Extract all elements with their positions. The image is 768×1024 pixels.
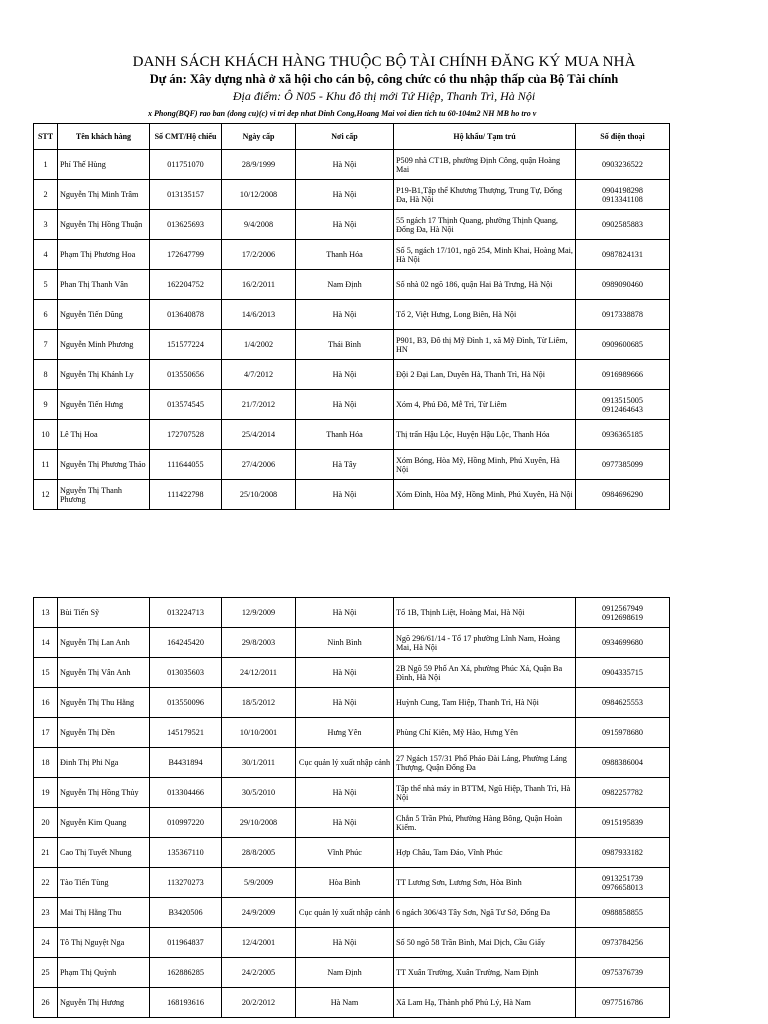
col-header-place: Nơi cấp: [296, 124, 394, 150]
cell-address: Số 50 ngõ 58 Trần Bình, Mai Dịch, Cầu Giấy: [394, 928, 576, 958]
col-header-address: Hộ khẩu/ Tạm trú: [394, 124, 576, 150]
cell-issue-date: 12/4/2001: [222, 928, 296, 958]
cell-id-number: 013550656: [150, 360, 222, 390]
table-row: [34, 658, 670, 688]
table-row: [34, 688, 670, 718]
cell-issue-place: Hà Nội: [296, 150, 394, 180]
col-header-date: Ngày cấp: [222, 124, 296, 150]
cell-stt: 7: [34, 330, 58, 360]
cell-stt: 17: [34, 718, 58, 748]
table-row: [34, 270, 670, 300]
cell-issue-place: Hà Nội: [296, 658, 394, 688]
cell-issue-place: Nam Định: [296, 270, 394, 300]
document-title: DANH SÁCH KHÁCH HÀNG THUỘC BỘ TÀI CHÍNH ĐĂNG KÝ MUA NHÀ: [132, 54, 636, 70]
table-row: [34, 928, 670, 958]
cell-stt: 26: [34, 988, 58, 1018]
cell-issue-place: Hà Nội: [296, 360, 394, 390]
cell-name: Nguyễn Thị Minh Trâm: [58, 180, 150, 210]
cell-address: Số nhà 02 ngõ 186, quận Hai Bà Trưng, Hà Nội: [394, 270, 576, 300]
cell-address: 27 Ngách 157/31 Phố Pháo Đài Láng, Phường Láng Thượng, Quận Đống Đa: [394, 748, 576, 778]
cell-stt: 4: [34, 240, 58, 270]
cell-address: Đội 2 Đại Lan, Duyên Hà, Thanh Trì, Hà Nội: [394, 360, 576, 390]
cell-name: Phạm Thị Phương Hoa: [58, 240, 150, 270]
cell-name: Cao Thị Tuyết Nhung: [58, 838, 150, 868]
cell-id-number: 145179521: [150, 718, 222, 748]
table-row: [34, 808, 670, 838]
cell-phone: 0904335715: [576, 658, 670, 688]
cell-id-number: 172707528: [150, 420, 222, 450]
cell-id-number: 011751070: [150, 150, 222, 180]
cell-phone: 0934699680: [576, 628, 670, 658]
cell-name: Tào Tiến Tùng: [58, 868, 150, 898]
table-row: [34, 628, 670, 658]
cell-stt: 13: [34, 598, 58, 628]
overflow-note: x Phong(BQF) rao ban (dong cu)(c) vi tri dep nhat Dinh Cong,Hoang Mai voi dien tich tu 60-104m2 NH MB ho tro v: [148, 109, 537, 118]
project-subtitle: Dự án: Xây dựng nhà ở xã hội cho cán bộ, công chức có thu nhập thấp của Bộ Tài chính: [149, 72, 619, 86]
table-row: [34, 150, 670, 180]
cell-id-number: 013304466: [150, 778, 222, 808]
cell-phone: 0915195839: [576, 808, 670, 838]
cell-issue-date: 5/9/2009: [222, 868, 296, 898]
cell-stt: 2: [34, 180, 58, 210]
cell-name: Lê Thị Hoa: [58, 420, 150, 450]
cell-phone: 0977385099: [576, 450, 670, 480]
location-line: Địa điểm: Ô N05 - Khu đô thị mới Tứ Hiệp, Thanh Trì, Hà Nội: [232, 89, 536, 103]
cell-issue-date: 28/9/1999: [222, 150, 296, 180]
cell-name: Phí Thế Hùng: [58, 150, 150, 180]
cell-address: Tổ 2, Việt Hưng, Long Biên, Hà Nội: [394, 300, 576, 330]
cell-stt: 1: [34, 150, 58, 180]
table-row: [34, 480, 670, 510]
table-row: [34, 748, 670, 778]
col-header-phone: Số điện thoại: [576, 124, 670, 150]
cell-phone: 0916989666: [576, 360, 670, 390]
table-row: [34, 868, 670, 898]
table-header-row: [34, 124, 670, 150]
cell-issue-date: 1/4/2002: [222, 330, 296, 360]
cell-stt: 9: [34, 390, 58, 420]
cell-stt: 11: [34, 450, 58, 480]
cell-phone: 0912567949 0912698619: [576, 598, 670, 628]
cell-issue-place: Hà Nội: [296, 210, 394, 240]
cell-issue-place: Hà Nội: [296, 598, 394, 628]
cell-stt: 16: [34, 688, 58, 718]
cell-name: Nguyễn Thị Hương: [58, 988, 150, 1018]
cell-issue-date: 10/10/2001: [222, 718, 296, 748]
table-body: [34, 598, 670, 1018]
cell-phone: 0913515005 0912464643: [576, 390, 670, 420]
cell-address: Tập thể nhà máy in BTTM, Ngũ Hiệp, Thanh Trì, Hà Nội: [394, 778, 576, 808]
cell-stt: 19: [34, 778, 58, 808]
cell-issue-place: Hà Nội: [296, 390, 394, 420]
table-row: [34, 240, 670, 270]
cell-phone: 0989090460: [576, 270, 670, 300]
cell-issue-date: 30/1/2011: [222, 748, 296, 778]
cell-phone: 0913251739 0976658013: [576, 868, 670, 898]
cell-phone: 0984625553: [576, 688, 670, 718]
cell-issue-date: 28/8/2005: [222, 838, 296, 868]
cell-name: Tô Thị Nguyệt Nga: [58, 928, 150, 958]
cell-id-number: 111422798: [150, 480, 222, 510]
cell-issue-date: 25/10/2008: [222, 480, 296, 510]
table-row: [34, 838, 670, 868]
cell-issue-date: 12/9/2009: [222, 598, 296, 628]
cell-issue-date: 27/4/2006: [222, 450, 296, 480]
cell-address: Chắn 5 Trần Phú, Phường Hàng Bông, Quận Hoàn Kiếm.: [394, 808, 576, 838]
cell-address: Số 5, ngách 17/101, ngõ 254, Minh Khai, Hoàng Mai, Hà Nội: [394, 240, 576, 270]
cell-phone: 0936365185: [576, 420, 670, 450]
table-row: [34, 988, 670, 1018]
cell-issue-date: 24/9/2009: [222, 898, 296, 928]
table-row: [34, 390, 670, 420]
cell-id-number: 013035603: [150, 658, 222, 688]
table-body: [34, 150, 670, 510]
cell-id-number: 011964837: [150, 928, 222, 958]
cell-address: 55 ngách 17 Thịnh Quang, phường Thịnh Quang, Đống Đa, Hà Nội: [394, 210, 576, 240]
cell-issue-place: Cục quản lý xuất nhập cảnh: [296, 748, 394, 778]
cell-name: Nguyễn Thị Thu Hằng: [58, 688, 150, 718]
cell-name: Nguyễn Thị Vân Anh: [58, 658, 150, 688]
cell-issue-place: Hà Nội: [296, 778, 394, 808]
cell-phone: 0902585883: [576, 210, 670, 240]
cell-issue-place: Hà Tây: [296, 450, 394, 480]
cell-id-number: 135367110: [150, 838, 222, 868]
cell-id-number: 168193616: [150, 988, 222, 1018]
cell-id-number: 172647799: [150, 240, 222, 270]
cell-phone: 0973784256: [576, 928, 670, 958]
cell-issue-place: Thanh Hóa: [296, 420, 394, 450]
cell-name: Nguyễn Thị Khánh Ly: [58, 360, 150, 390]
cell-address: Hợp Châu, Tam Đảo, Vĩnh Phúc: [394, 838, 576, 868]
cell-address: Phùng Chí Kiên, Mỹ Hào, Hưng Yên: [394, 718, 576, 748]
table-row: [34, 210, 670, 240]
cell-id-number: 113270273: [150, 868, 222, 898]
cell-stt: 10: [34, 420, 58, 450]
cell-issue-place: Cục quản lý xuất nhập cảnh: [296, 898, 394, 928]
cell-phone: 0903236522: [576, 150, 670, 180]
cell-issue-date: 14/6/2013: [222, 300, 296, 330]
table-row: [34, 330, 670, 360]
cell-id-number: 013574545: [150, 390, 222, 420]
cell-address: Huỳnh Cung, Tam Hiệp, Thanh Trì, Hà Nội: [394, 688, 576, 718]
cell-phone: 0904198298 0913341108: [576, 180, 670, 210]
cell-stt: 6: [34, 300, 58, 330]
cell-phone: 0915978680: [576, 718, 670, 748]
cell-stt: 12: [34, 480, 58, 510]
cell-issue-date: 17/2/2006: [222, 240, 296, 270]
cell-name: Đinh Thị Phi Nga: [58, 748, 150, 778]
cell-address: 2B Ngõ 59 Phố An Xá, phường Phúc Xá, Quận Ba Đình, Hà Nội: [394, 658, 576, 688]
cell-stt: 3: [34, 210, 58, 240]
cell-issue-place: Hà Nội: [296, 480, 394, 510]
cell-address: Ngõ 296/61/14 - Tổ 17 phường Lĩnh Nam, Hoàng Mai, Hà Nội: [394, 628, 576, 658]
cell-issue-date: 20/2/2012: [222, 988, 296, 1018]
cell-stt: 23: [34, 898, 58, 928]
table-row: [34, 450, 670, 480]
table-row: [34, 958, 670, 988]
customer-table-2: [33, 597, 670, 1018]
cell-issue-date: 9/4/2008: [222, 210, 296, 240]
cell-id-number: 013625693: [150, 210, 222, 240]
cell-issue-date: 29/8/2003: [222, 628, 296, 658]
cell-address: TT Xuân Trường, Xuân Trường, Nam Định: [394, 958, 576, 988]
cell-address: Tổ 1B, Thịnh Liệt, Hoàng Mai, Hà Nội: [394, 598, 576, 628]
cell-stt: 5: [34, 270, 58, 300]
cell-address: 6 ngách 306/43 Tây Sơn, Ngã Tư Sở, Đống Đa: [394, 898, 576, 928]
cell-phone: 0988386004: [576, 748, 670, 778]
cell-stt: 8: [34, 360, 58, 390]
cell-address: P19-B1,Tập thể Khương Thượng, Trung Tự, Đống Đa, Hà Nội: [394, 180, 576, 210]
cell-name: Nguyễn Minh Phương: [58, 330, 150, 360]
cell-id-number: 151577224: [150, 330, 222, 360]
cell-name: Nguyễn Kim Quang: [58, 808, 150, 838]
cell-issue-place: Vĩnh Phúc: [296, 838, 394, 868]
cell-issue-place: Hà Nội: [296, 180, 394, 210]
cell-phone: 0982257782: [576, 778, 670, 808]
col-header-id: Số CMT/Hộ chiếu: [150, 124, 222, 150]
cell-name: Nguyễn Tiến Dũng: [58, 300, 150, 330]
cell-issue-date: 24/2/2005: [222, 958, 296, 988]
cell-issue-place: Nam Định: [296, 958, 394, 988]
cell-address: TT Lương Sơn, Lương Sơn, Hòa Bình: [394, 868, 576, 898]
table-row: [34, 420, 670, 450]
cell-stt: 25: [34, 958, 58, 988]
cell-id-number: B4431894: [150, 748, 222, 778]
col-header-stt: STT: [34, 124, 58, 150]
cell-issue-place: Hà Nam: [296, 988, 394, 1018]
cell-phone: 0975376739: [576, 958, 670, 988]
cell-issue-date: 18/5/2012: [222, 688, 296, 718]
cell-address: Xóm 4, Phú Đô, Mễ Trì, Từ Liêm: [394, 390, 576, 420]
table-row: [34, 778, 670, 808]
cell-issue-date: 24/12/2011: [222, 658, 296, 688]
table-row: [34, 598, 670, 628]
cell-id-number: 010997220: [150, 808, 222, 838]
cell-address: Xóm Bóng, Hòa Mỹ, Hồng Minh, Phú Xuyên, Hà Nội: [394, 450, 576, 480]
cell-name: Nguyễn Thị Phương Thảo: [58, 450, 150, 480]
cell-address: P901, B3, Đô thị Mỹ Đình 1, xã Mỹ Đình, Từ Liêm, HN: [394, 330, 576, 360]
cell-id-number: 162886285: [150, 958, 222, 988]
cell-issue-place: Thanh Hóa: [296, 240, 394, 270]
cell-phone: 0977516786: [576, 988, 670, 1018]
cell-name: Phạm Thị Quỳnh: [58, 958, 150, 988]
cell-issue-place: Hà Nội: [296, 300, 394, 330]
cell-issue-place: Hòa Bình: [296, 868, 394, 898]
table-row: [34, 898, 670, 928]
cell-id-number: 111644055: [150, 450, 222, 480]
cell-address: P509 nhà CT1B, phường Định Công, quận Hoàng Mai: [394, 150, 576, 180]
cell-issue-place: Hà Nội: [296, 808, 394, 838]
customer-table-1: [33, 123, 670, 510]
cell-name: Bùi Tiến Sỹ: [58, 598, 150, 628]
cell-phone: 0988858855: [576, 898, 670, 928]
cell-issue-date: 25/4/2014: [222, 420, 296, 450]
table-row: [34, 718, 670, 748]
cell-phone: 0917338878: [576, 300, 670, 330]
cell-name: Mai Thị Hằng Thu: [58, 898, 150, 928]
cell-id-number: 013224713: [150, 598, 222, 628]
cell-id-number: 013550096: [150, 688, 222, 718]
cell-name: Nguyễn Thị Thanh Phương: [58, 480, 150, 510]
cell-address: Thị trấn Hậu Lộc, Huyện Hậu Lộc, Thanh Hóa: [394, 420, 576, 450]
cell-name: Nguyễn Tiến Hưng: [58, 390, 150, 420]
cell-phone: 0984696290: [576, 480, 670, 510]
cell-phone: 0987824131: [576, 240, 670, 270]
cell-issue-date: 29/10/2008: [222, 808, 296, 838]
cell-issue-place: Hà Nội: [296, 928, 394, 958]
cell-issue-place: Hưng Yên: [296, 718, 394, 748]
cell-name: Nguyễn Thị Lan Anh: [58, 628, 150, 658]
cell-issue-date: 4/7/2012: [222, 360, 296, 390]
cell-issue-date: 21/7/2012: [222, 390, 296, 420]
cell-id-number: 164245420: [150, 628, 222, 658]
cell-id-number: B3420506: [150, 898, 222, 928]
cell-name: Nguyễn Thị Dền: [58, 718, 150, 748]
cell-issue-date: 16/2/2011: [222, 270, 296, 300]
cell-issue-place: Hà Nội: [296, 688, 394, 718]
cell-name: Nguyễn Thị Hồng Thủy: [58, 778, 150, 808]
cell-stt: 24: [34, 928, 58, 958]
col-header-name: Tên khách hàng: [58, 124, 150, 150]
table-row: [34, 180, 670, 210]
table-row: [34, 360, 670, 390]
cell-name: Phan Thị Thanh Vân: [58, 270, 150, 300]
cell-phone: 0909600685: [576, 330, 670, 360]
cell-issue-place: Thái Bình: [296, 330, 394, 360]
cell-issue-place: Ninh Bình: [296, 628, 394, 658]
cell-address: Xã Lam Hạ, Thành phố Phủ Lý, Hà Nam: [394, 988, 576, 1018]
cell-stt: 20: [34, 808, 58, 838]
cell-issue-date: 30/5/2010: [222, 778, 296, 808]
cell-stt: 15: [34, 658, 58, 688]
cell-phone: 0987933182: [576, 838, 670, 868]
cell-name: Nguyễn Thị Hồng Thuận: [58, 210, 150, 240]
cell-issue-date: 10/12/2008: [222, 180, 296, 210]
cell-stt: 18: [34, 748, 58, 778]
cell-id-number: 013135157: [150, 180, 222, 210]
cell-id-number: 162204752: [150, 270, 222, 300]
cell-stt: 14: [34, 628, 58, 658]
cell-stt: 22: [34, 868, 58, 898]
cell-address: Xóm Đình, Hòa Mỹ, Hồng Minh, Phú Xuyên, Hà Nội: [394, 480, 576, 510]
cell-id-number: 013640878: [150, 300, 222, 330]
table-row: [34, 300, 670, 330]
cell-stt: 21: [34, 838, 58, 868]
